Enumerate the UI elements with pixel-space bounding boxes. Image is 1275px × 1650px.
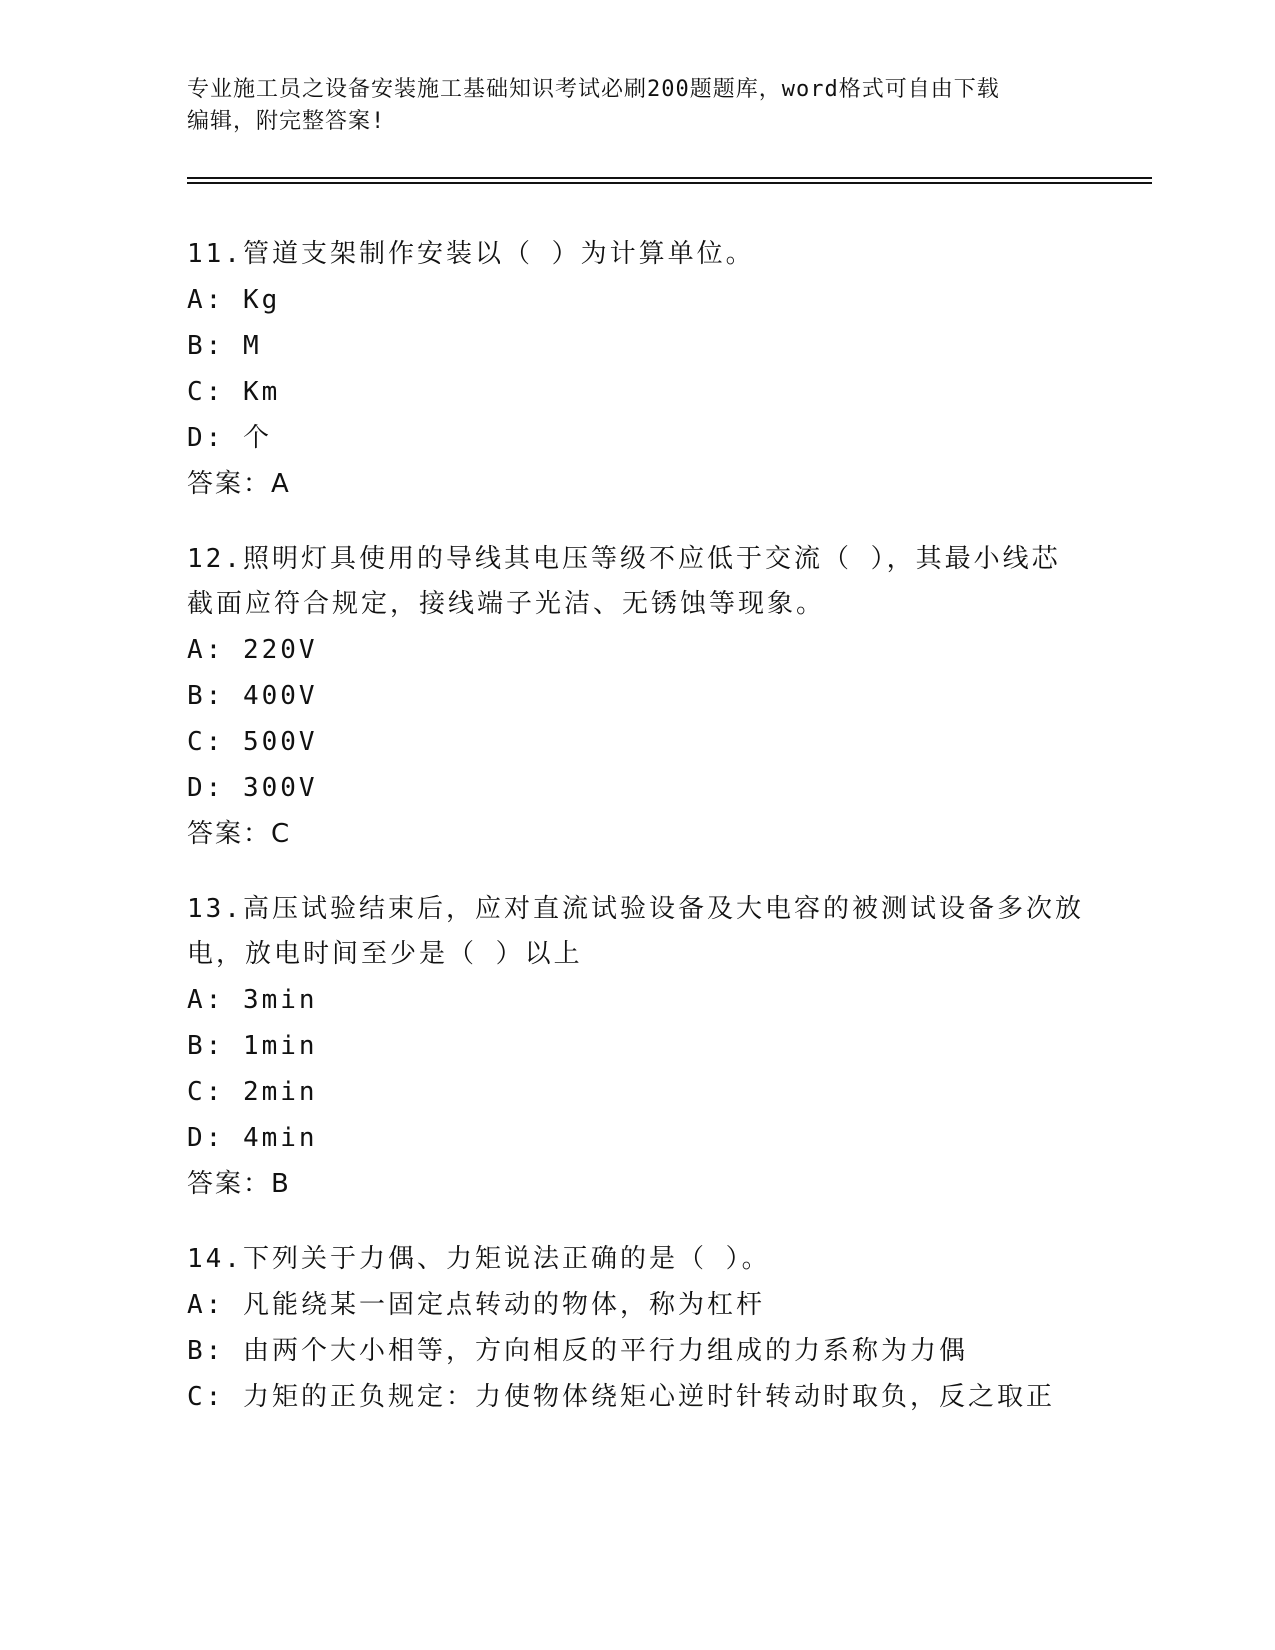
header-line-2: 编辑，附完整答案! bbox=[187, 109, 386, 134]
header-divider-bottom bbox=[187, 182, 1152, 184]
option-c: C: 500V bbox=[187, 727, 318, 757]
option-a: A: 3min bbox=[187, 985, 318, 1015]
document-header bbox=[187, 74, 1087, 138]
answer-label: 答案：A bbox=[187, 469, 291, 499]
question-11 bbox=[187, 232, 1087, 507]
option-b: B: 由两个大小相等，方向相反的平行力组成的力系称为力偶 bbox=[187, 1336, 968, 1366]
option-c: C: 力矩的正负规定：力使物体绕矩心逆时针转动时取负，反之取正 bbox=[187, 1382, 1055, 1412]
question-text: 13.高压试验结束后，应对直流试验设备及大电容的被测试设备多次放电，放电时间至少是（ ）以上 bbox=[187, 894, 1084, 969]
question-text: 14.下列关于力偶、力矩说法正确的是（ ）。 bbox=[187, 1244, 771, 1274]
option-a: A: 220V bbox=[187, 635, 318, 665]
header-line-1: 专业施工员之设备安装施工基础知识考试必刷200题题库，word格式可自由下载 bbox=[187, 77, 1000, 102]
answer-label: 答案：C bbox=[187, 819, 292, 849]
option-a: A: Kg bbox=[187, 285, 281, 315]
option-b: B: 1min bbox=[187, 1031, 318, 1061]
question-list bbox=[187, 232, 1087, 1450]
option-c: C: 2min bbox=[187, 1077, 318, 1107]
option-c: C: Km bbox=[187, 377, 281, 407]
option-d: D: 300V bbox=[187, 773, 318, 803]
question-text: 12.照明灯具使用的导线其电压等级不应低于交流（ ），其最小线芯截面应符合规定，接线端子光洁、无锈蚀等现象。 bbox=[187, 544, 1061, 619]
option-b: B: 400V bbox=[187, 681, 318, 711]
option-b: B: M bbox=[187, 331, 262, 361]
option-a: A: 凡能绕某一固定点转动的物体，称为杠杆 bbox=[187, 1290, 765, 1320]
header-divider-top bbox=[187, 177, 1152, 179]
question-12 bbox=[187, 537, 1087, 857]
option-d: D: 个 bbox=[187, 423, 272, 453]
option-d: D: 4min bbox=[187, 1123, 318, 1153]
question-text: 11.管道支架制作安装以（ ）为计算单位。 bbox=[187, 239, 755, 269]
question-13 bbox=[187, 887, 1087, 1207]
question-14 bbox=[187, 1237, 1087, 1420]
answer-label: 答案：B bbox=[187, 1169, 291, 1199]
